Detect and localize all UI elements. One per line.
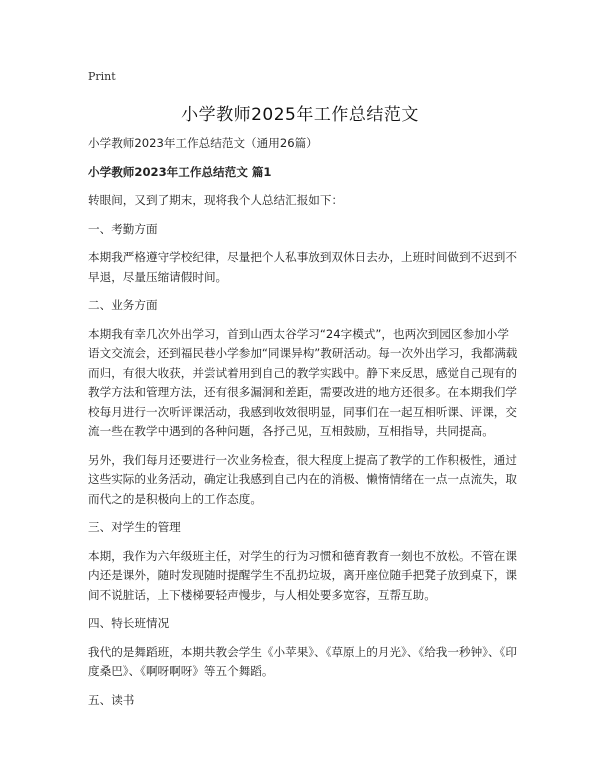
paragraph-attendance: 本期我严格遵守学校纪律，尽量把个人私事放到双休日去办，上班时间做到不迟到不早退，尽量压缩请假时间。 [88,250,517,284]
section-title: 小学教师2023年工作总结范文 篇1 [88,164,272,179]
heading-attendance: 一、考勤方面 [88,221,158,236]
heading-reading: 五、读书 [88,692,135,707]
document-subtitle: 小学教师2023年工作总结范文（通用26篇） [88,136,318,150]
heading-special-class: 四、特长班情况 [88,616,170,630]
paragraph-business-extra: 另外，我们每月还要进行一次业务检查，很大程度上提高了教学的工作积极性，通过这些实际的业务活动，确定让我感到自己内在的消极、懒惰情绪在一点一点流失，取而代之的是积极向上的工作态度。 [88,452,517,506]
paragraph-business: 本期我有幸几次外出学习，首到山西太谷学习“24字模式”，也两次到园区参加小学语文交流会，还到福民巷小学参加“同课异构”教研活动。每一次外出学习，我都满载而归，有很大收获，并尝试着用到自己的教学实践中。静下来反思，感觉自己现有的教学方法和管理方法，还有很多漏洞和差距，需要改进的地方还很多。在本期我们学校每月进行一次听评课活动，我感到收效很明显，同事们在一起互相听课、评课，交流一些在教学中遇到的各种问题，各抒己见，互相鼓励，互相指导，共同提高。 [88,326,518,438]
paragraph-student-management: 本期，我作为六年级班主任，对学生的行为习惯和德育教育一刻也不放松。不管在课内还是课外，随时发现随时提醒学生不乱扔垃圾，离开座位随手把凳子放到桌下，课间不说脏话，上下楼梯要轻声慢步，与人相处要多宽容，互帮互助。 [88,548,517,602]
heading-business: 二、业务方面 [88,298,158,312]
print-label: Print [88,70,116,83]
heading-student-management: 三、对学生的管理 [88,520,181,534]
intro-paragraph: 转眼间，又到了期末，现将我个人总结汇报如下： [88,193,344,207]
paragraph-special-class: 我代的是舞蹈班，本期共教会学生《小苹果》、《草原上的月光》、《给我一秒钟》、《印度桑巴》、《啊呀啊呀》等五个舞蹈。 [88,644,517,678]
document-body [88,134,520,719]
document-title: 小学教师2025年工作总结范文 [181,105,419,125]
